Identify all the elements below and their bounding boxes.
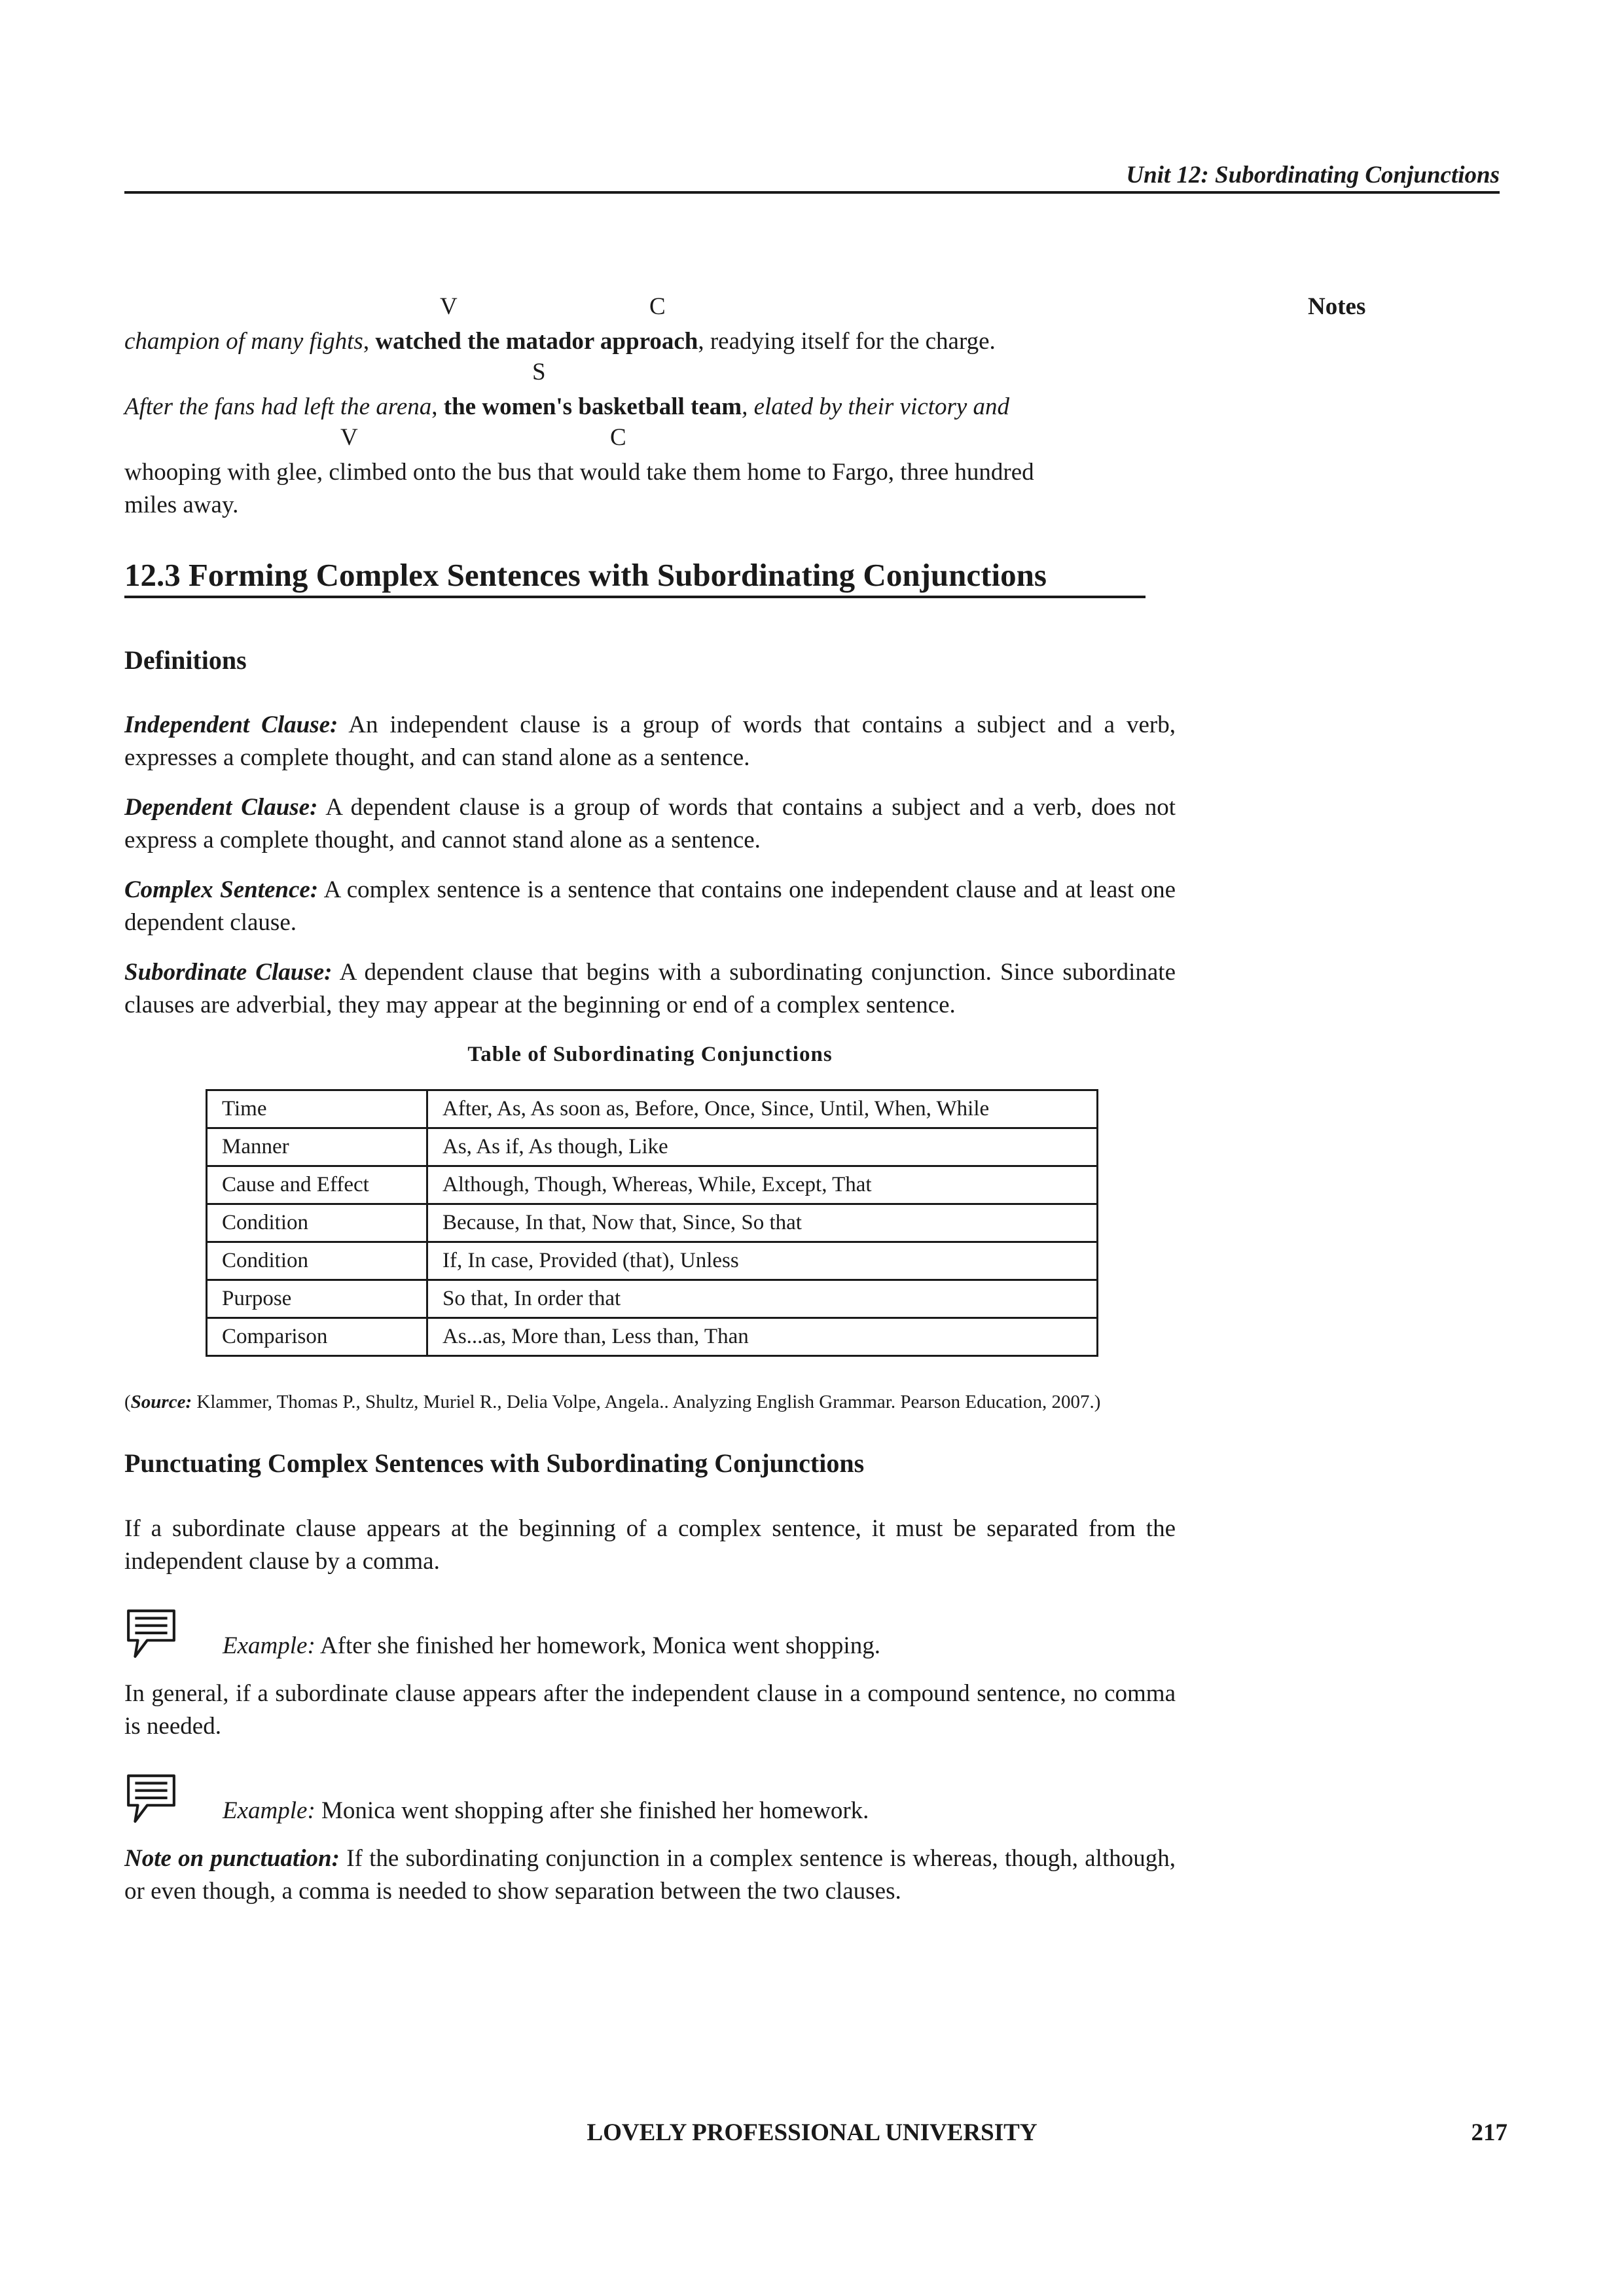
- table-cell-category: Manner: [207, 1128, 427, 1166]
- marker-c: C: [610, 424, 626, 451]
- header-rule: [124, 191, 1500, 194]
- definition-independent-clause: Independent Clause: An independent clause is a group of words that contains a subject and a verb, expresses a complete thought, and can stand alone as a sentence.: [124, 711, 1176, 771]
- marker-v: V: [340, 424, 358, 451]
- table-cell-conjunctions: If, In case, Provided (that), Unless: [427, 1242, 1098, 1280]
- table-row: [207, 1242, 1098, 1280]
- conjunctions-table: [206, 1089, 1098, 1357]
- example-line-1-predicate: watched the matador approach: [375, 328, 698, 355]
- example-note-icon: [124, 1772, 178, 1825]
- table-caption: Table of Subordinating Conjunctions: [467, 1043, 833, 1066]
- table-row: [207, 1204, 1098, 1242]
- example-line-2-subject: the women's basketball team: [443, 393, 742, 420]
- marker-s: S: [532, 359, 546, 386]
- table-cell-conjunctions: Because, In that, Now that, Since, So that: [427, 1204, 1098, 1242]
- table-row: [207, 1280, 1098, 1318]
- marker-c: C: [649, 293, 666, 320]
- example-line-2: After the fans had left the arena, the women's basketball team, elated by their victory and: [124, 393, 1010, 420]
- page-number: 217: [1471, 2119, 1507, 2146]
- table-cell-category: Condition: [207, 1204, 427, 1242]
- definition-dependent-clause: Dependent Clause: A dependent clause is a group of words that contains a subject and a verb, does not express a complete thought, and cannot stand alone as a sentence.: [124, 794, 1176, 853]
- marker-v: V: [440, 293, 458, 320]
- table-cell-conjunctions: Although, Though, Whereas, While, Except, That: [427, 1166, 1098, 1204]
- definition-subordinate-clause: Subordinate Clause: A dependent clause that begins with a subordinating conjunction. Since subordinate clauses are adverbial, they may appear at the beginning or end of a complex sentence.: [124, 959, 1176, 1018]
- table-row: [207, 1090, 1098, 1128]
- example-note-icon: [124, 1607, 178, 1660]
- table-cell-category: Cause and Effect: [207, 1166, 427, 1204]
- example-note-icon: [124, 1607, 178, 1664]
- table-cell-category: Purpose: [207, 1280, 427, 1318]
- definitions-heading: Definitions: [124, 645, 247, 675]
- definition-complex-sentence: Complex Sentence: A complex sentence is a sentence that contains one independent clause and at least one dependent clause.: [124, 876, 1176, 936]
- example-line-1-subject: champion of many fights: [124, 328, 363, 355]
- table-cell-category: Condition: [207, 1242, 427, 1280]
- table-cell-conjunctions: After, As, As soon as, Before, Once, Since, Until, When, While: [427, 1090, 1098, 1128]
- table-cell-conjunctions: As, As if, As though, Like: [427, 1128, 1098, 1166]
- punctuating-paragraph-2: In general, if a subordinate clause appears after the independent clause in a compound sentence, no comma is needed.: [124, 1680, 1176, 1740]
- example-2: Example: Monica went shopping after she finished her homework.: [223, 1797, 869, 1824]
- section-heading-underline: [124, 596, 1146, 598]
- section-heading: 12.3 Forming Complex Sentences with Subordinating Conjunctions: [124, 557, 1047, 593]
- example-line-1: champion of many fights, watched the matador approach, readying itself for the charge.: [124, 328, 996, 355]
- table-row: [207, 1166, 1098, 1204]
- footer-university: LOVELY PROFESSIONAL UNIVERSITY: [586, 2119, 1038, 2146]
- table-cell-category: Comparison: [207, 1318, 427, 1356]
- example-line-4: miles away.: [124, 492, 239, 518]
- example-1: Example: After she finished her homework, Monica went shopping.: [223, 1632, 880, 1659]
- table-cell-conjunctions: As...as, More than, Less than, Than: [427, 1318, 1098, 1356]
- margin-notes-label: Notes: [1308, 293, 1366, 320]
- running-header: Unit 12: Subordinating Conjunctions: [1126, 162, 1500, 188]
- table-row: [207, 1128, 1098, 1166]
- note-on-punctuation: Note on punctuation: If the subordinating conjunction in a complex sentence is whereas, though, although, or even though, a comma is needed to show separation between the two clauses.: [124, 1845, 1176, 1905]
- example-line-3: whooping with glee, climbed onto the bus that would take them home to Fargo, three hundred: [124, 459, 1034, 486]
- table-row: [207, 1318, 1098, 1356]
- table-source-citation: (Source: Klammer, Thomas P., Shultz, Muriel R., Delia Volpe, Angela.. Analyzing English Grammar. Pearson Education, 2007.): [124, 1391, 1101, 1412]
- table-cell-category: Time: [207, 1090, 427, 1128]
- table-cell-conjunctions: So that, In order that: [427, 1280, 1098, 1318]
- example-note-icon: [124, 1772, 178, 1829]
- punctuating-paragraph-1: If a subordinate clause appears at the beginning of a complex sentence, it must be separated from the independent clause by a comma.: [124, 1515, 1176, 1575]
- punctuating-heading: Punctuating Complex Sentences with Subordinating Conjunctions: [124, 1448, 865, 1478]
